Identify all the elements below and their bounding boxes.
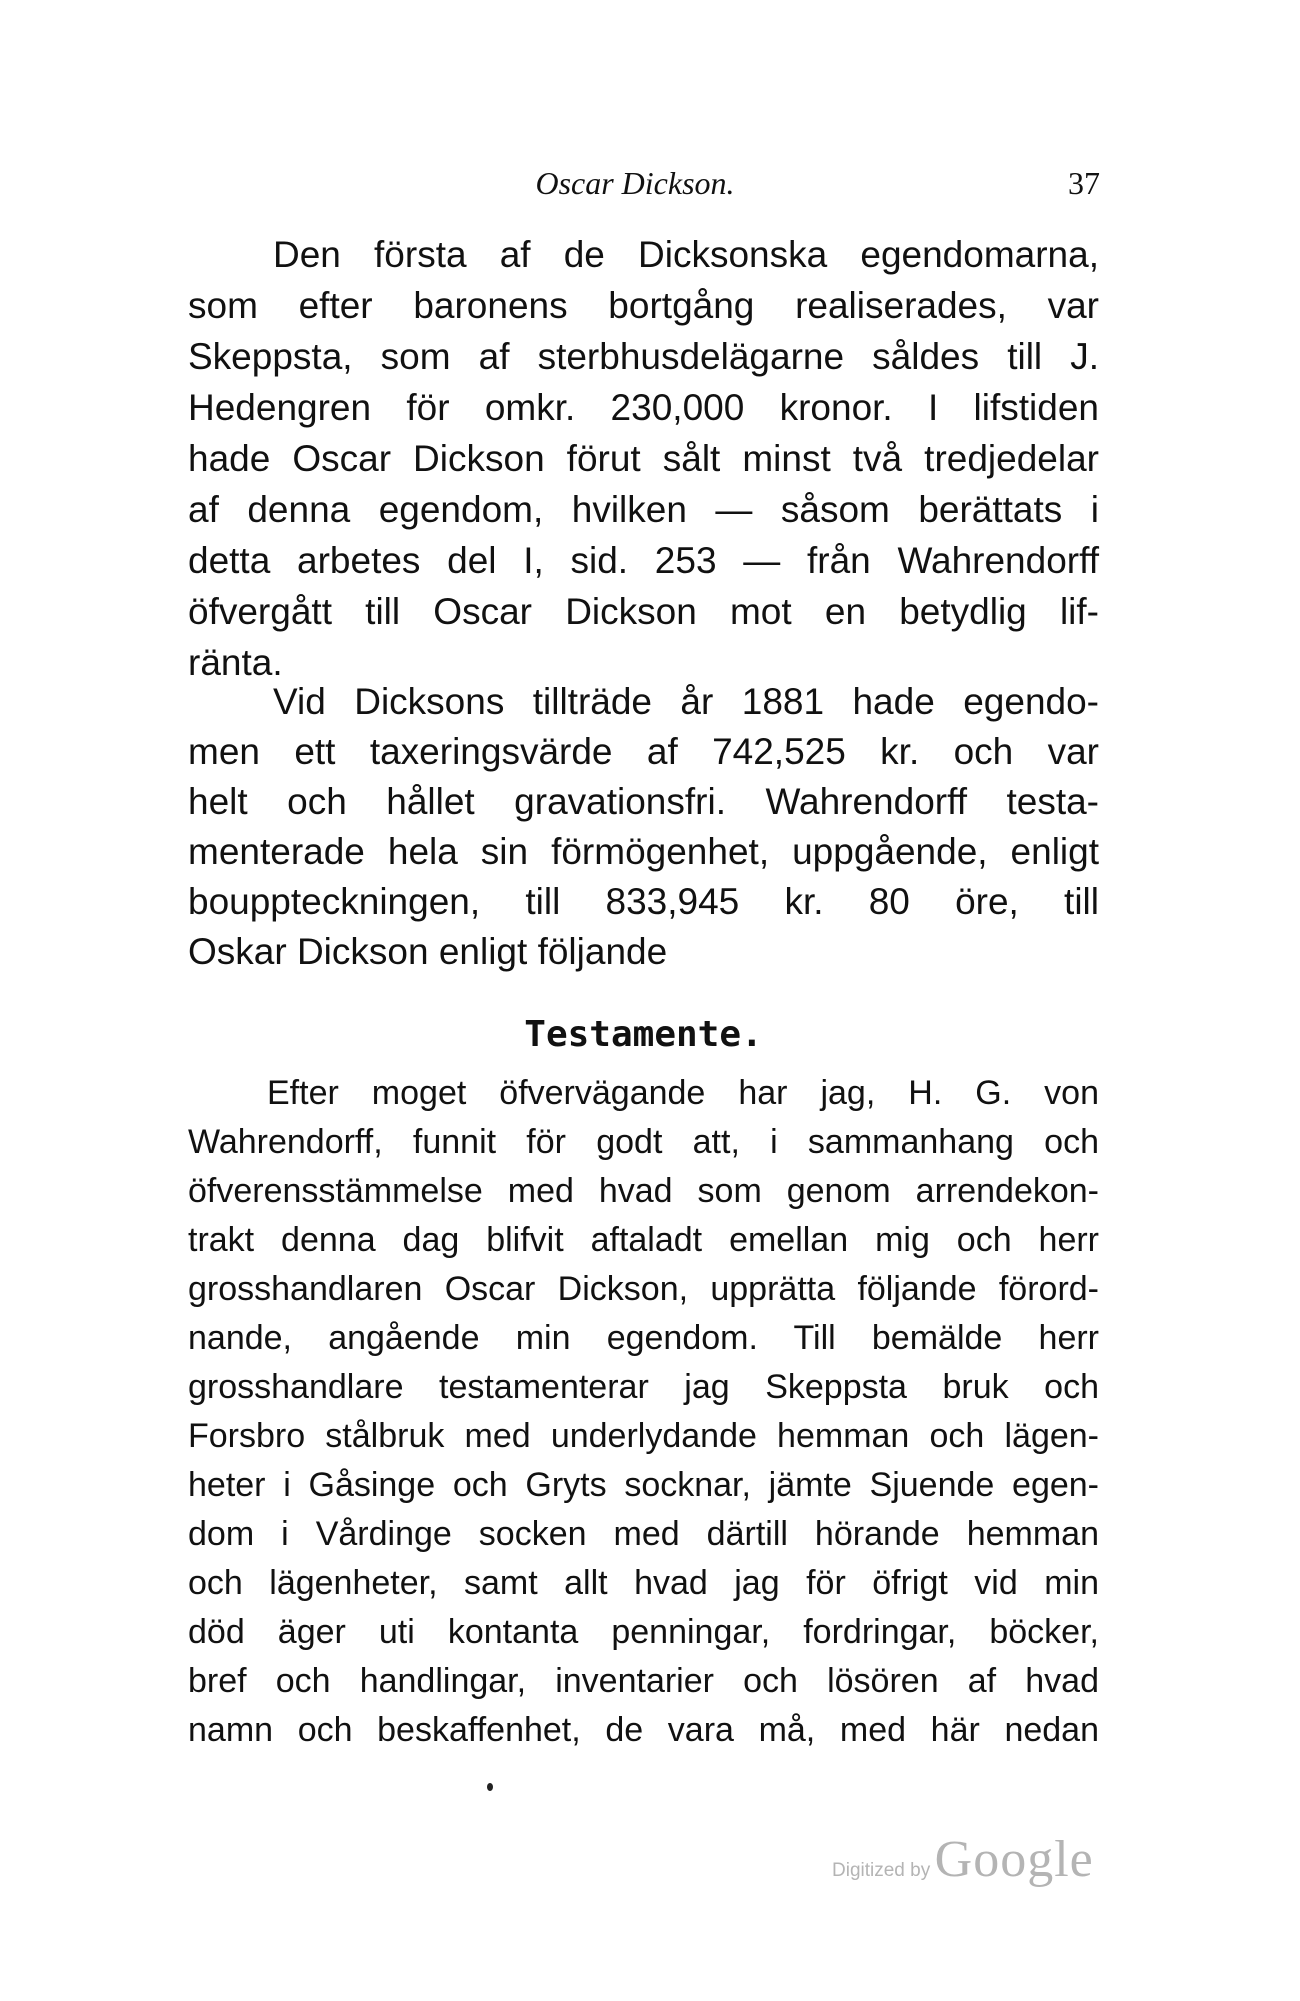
text-line: af denna egendom, hvilken — såsom berättats i [188,489,1099,530]
text-line: helt och hållet gravationsfri. Wahrendorff testa- [188,781,1099,822]
text-line: Wahrendorff, funnit för godt att, i sammanhang och [188,1123,1099,1161]
text-line: dom i Vårdinge socken med därtill hörande hemman [188,1515,1099,1553]
digitized-watermark [832,1830,1094,1886]
text-line: Oskar Dickson enligt följande [188,931,668,972]
text-line: grosshandlaren Oscar Dickson, upprätta följande förord- [188,1270,1099,1308]
running-title: Oscar Dickson. [535,165,735,201]
text-line: öfverensstämmelse med hvad som genom arrendekon- [188,1172,1099,1210]
text-line: Efter moget öfvervägande har jag, H. G. von [267,1074,1099,1112]
text-line: detta arbetes del I, sid. 253 — från Wahrendorff [188,540,1099,581]
text-line: öfvergått till Oscar Dickson mot en betydlig lif- [188,591,1099,632]
text-line: bouppteckningen, till 833,945 kr. 80 öre, till [188,881,1099,922]
text-line: men ett taxeringsvärde af 742,525 kr. och var [188,731,1099,772]
text-line: heter i Gåsinge och Gryts socknar, jämte Sjuende egen- [188,1466,1099,1504]
text-line: trakt denna dag blifvit aftaladt emellan mig och herr [188,1221,1099,1259]
text-line: hade Oscar Dickson förut sålt minst två tredjedelar [188,438,1099,479]
text-line: ränta. [188,642,283,683]
text-line: grosshandlare testamenterar jag Skeppsta bruk och [188,1368,1099,1406]
page-number: 37 [1068,165,1100,201]
text-line: bref och handlingar, inventarier och lösören af hvad [188,1662,1099,1700]
section-heading: Testamente. [524,1014,763,1055]
print-speck [487,1783,493,1791]
text-line: Vid Dicksons tillträde år 1881 hade egendo- [273,681,1099,722]
text-line: menterade hela sin förmögenhet, uppgående, enligt [188,831,1099,872]
text-line: namn och beskaffenhet, de vara må, med här nedan [188,1711,1099,1749]
text-line: och lägenheter, samt allt hvad jag för öfrigt vid min [188,1564,1099,1602]
running-head [185,165,1100,210]
text-line: Den första af de Dicksonska egendomarna, [273,234,1099,275]
text-line: död äger uti kontanta penningar, fordringar, böcker, [188,1613,1099,1651]
text-line: Forsbro stålbruk med underlydande hemman och lägen- [188,1417,1099,1455]
text-line: nande, angående min egendom. Till bemälde herr [188,1319,1099,1357]
watermark-prefix: Digitized by [832,1860,931,1881]
text-line: som efter baronens bortgång realiserades, var [188,285,1099,326]
text-line: Hedengren för omkr. 230,000 kronor. I lifstiden [188,387,1099,428]
text-line: Skeppsta, som af sterbhusdelägarne såldes till J. [188,336,1099,377]
watermark-brand: Google [934,1831,1094,1888]
